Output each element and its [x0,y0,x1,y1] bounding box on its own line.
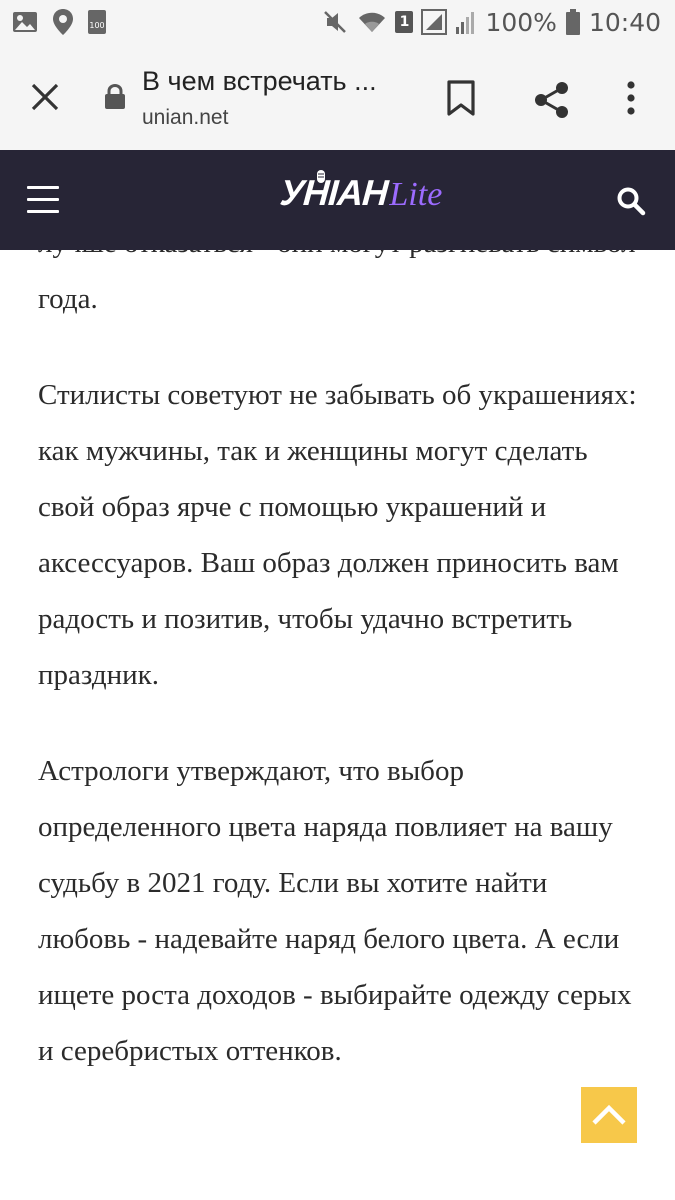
browser-toolbar [0,44,675,150]
page-url[interactable]: unian.net [142,106,229,129]
logo-text-main: УНІАН [278,172,389,213]
close-tab-button[interactable] [28,80,62,114]
scroll-to-top-button[interactable] [581,1087,637,1143]
gallery-icon [12,11,38,33]
battery-percent: 100% [485,7,557,37]
search-button[interactable] [616,186,646,216]
close-icon [28,80,62,114]
site-logo[interactable] [280,172,442,232]
hamburger-menu-icon[interactable] [27,186,59,214]
battery-notification-icon: 100 [88,10,106,34]
article-body [0,190,675,1200]
search-icon [616,186,646,216]
bookmark-icon [444,80,478,116]
status-bar [0,0,675,44]
overflow-menu-button[interactable] [616,78,646,118]
chevron-up-icon [591,1104,627,1126]
bookmark-button[interactable] [444,80,478,116]
clock: 10:40 [588,7,661,37]
lock-icon [104,84,126,110]
sim-icon: 1 [395,11,413,33]
site-header [0,150,675,250]
status-bar-notifications [0,8,106,36]
more-vertical-icon [616,78,646,118]
share-icon [532,80,572,120]
article-paragraph: Стилисты советуют не забывать об украшениях: как мужчины, так и женщины могут сделать свой образ ярче с помощью украшений и аксессуаров. Ваш образ должен приносить вам радость и позитив, чтобы удачно встретить праздник. [38,379,637,691]
status-bar-system [323,8,675,37]
signal-icon [421,9,447,35]
battery-icon [565,8,581,36]
article-paragraph: года. [38,283,98,315]
article-paragraph: Астрологи утверждают, что выбор определенного цвета наряда повлияет на вашу судьбу в 2021 году. Если вы хотите найти любовь - надевайте наряд белого цвета. А если ищете роста доходов - выбирайте одежду серых и серебристых оттенков. [38,755,632,1067]
signal-icon-2 [455,9,477,35]
mute-icon [323,9,349,35]
location-icon [52,8,74,36]
page-title: В чем встречать ... [142,66,377,96]
logo-text-lite: Lite [389,176,443,213]
share-button[interactable] [532,80,572,120]
wifi-icon [357,10,387,34]
